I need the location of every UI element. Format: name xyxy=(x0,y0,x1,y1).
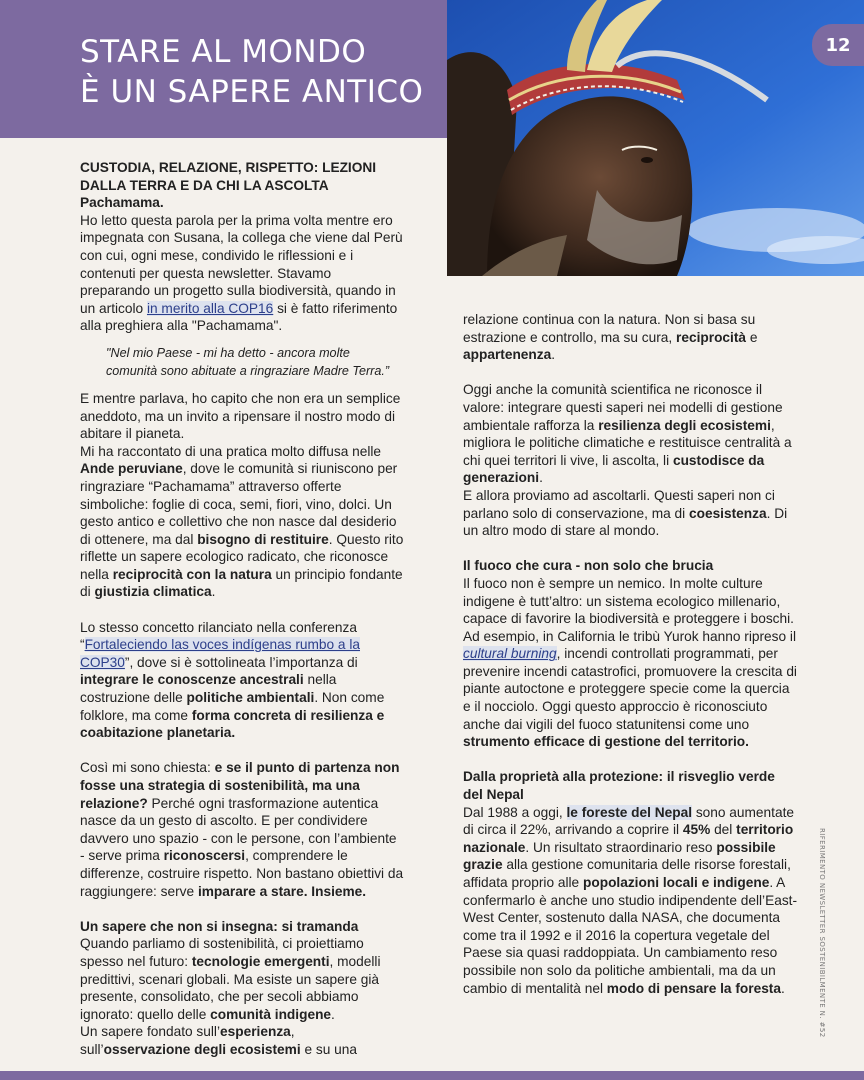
quote: "Nel mio Paese - mi ha detto - ancora molte comunità sono abituate a ringraziare Madre Terra.” xyxy=(106,345,390,378)
section-heading: Dalla proprietà alla protezione: il risveglio verde del Nepal xyxy=(463,769,775,803)
section-heading: Un sapere che non si insegna: si tramanda xyxy=(80,918,359,934)
paragraph: E allora proviamo ad ascoltarli. Questi saperi non ci parlano solo di conservazione, ma di coesistenza. Di un altro modo di stare al mondo. xyxy=(463,487,788,539)
cultural-burning-link[interactable]: cultural burning xyxy=(463,646,557,662)
paragraph: Ho letto questa parola per la prima volta mentre ero impegnata con Susana, la collega che viene dal Perù con cui, ogni mese, condivido le riflessioni e i contenuti per questa newsletter. Stavamo preparando un progetto sulla biodiversità, quando in un articolo in merito alla COP16 si è fatto riferimento alla preghiera alla "Pachamama". xyxy=(80,212,403,334)
hero-photo xyxy=(447,0,864,276)
page-number-badge: 12 xyxy=(812,24,864,66)
paragraph: Pachamama. xyxy=(80,195,164,211)
footer-bar xyxy=(0,1071,864,1080)
title-panel xyxy=(0,0,447,138)
paragraph: relazione continua con la natura. Non si basa su estrazione e controllo, ma su cura, reciprocità e appartenenza. xyxy=(463,312,758,363)
page-title-line-1: STARE AL MONDO xyxy=(80,34,367,70)
paragraph: Lo stesso concetto rilanciato nella conferenza “Fortaleciendo las voces indígenas rumbo a la COP30”, dove si è sottolineata l’importanza di integrare le conoscenze ancestrali nella costruzione delle politiche ambientali. Non come folklore, ma come forma concreta di resilienza e coabitazione planetaria. xyxy=(80,619,385,741)
paragraph: Dal 1988 a oggi, le foreste del Nepal sono aumentate di circa il 22%, arrivando a coprire il 45% del territorio nazionale. Un risultato straordinario reso possibile grazie alla gestione comunitaria delle risorse forestali, affidata proprio alle popolazioni locali e indigene. A confermarlo è anche uno studio indipendente dell’East-West Center, sostenuto dalla NASA, che documenta come tra il 1992 e il 2016 la copertura vegetale del Paese sia quasi raddoppiata. Un cambiamento reso possibile non solo da politiche ambientali, ma da un cambio di mentalità nel modo di pensare la foresta. xyxy=(463,804,798,996)
paragraph: Quando parliamo di sostenibilità, ci proiettiamo spesso nel futuro: tecnologie emergenti, modelli predittivi, scenari globali. Ma esiste un sapere già presente, consolidato, che per secoli abbiamo ignorato: quello delle comunità indigene. xyxy=(80,936,381,1022)
paragraph: Oggi anche la comunità scientifica ne riconosce il valore: integrare questi saperi nei modelli di gestione ambientale rafforza la resilienza degli ecosistemi, migliora le politiche climatiche e restituisce centralità a chi quei territori li vive, li ascolta, li custodisce da generazioni. xyxy=(463,382,792,486)
article-column-left xyxy=(80,159,404,1059)
indigenous-elder-portrait xyxy=(447,0,864,276)
article-column-right xyxy=(463,311,798,997)
newsletter-reference: RIFERIMENTO NEWSLETTER SOSTENIBILMENTE N. #52 xyxy=(818,828,826,1038)
paragraph: Così mi sono chiesta: e se il punto di partenza non fosse una strategia di sostenibilità, ma una relazione? Perché ogni trasformazione autentica nasce da un gesto di ascolto. E per condividere davvero uno spazio - con le persone, con l’ambiente - serve prima riconoscersi, comprendere le differenze, costruire rispetto. Non bastano obiettivi da raggiungere: serve imparare a stare. Insieme. xyxy=(80,760,404,899)
page-title-line-2: È UN SAPERE ANTICO xyxy=(80,74,424,110)
section-heading: Il fuoco che cura - non solo che brucia xyxy=(463,558,714,574)
cop30-conference-link[interactable]: Fortaleciendo las voces indígenas rumbo a la COP30 xyxy=(80,637,360,670)
paragraph: E mentre parlava, ho capito che non era un semplice aneddoto, ma un invito a ripensare il nostro modo di abitare il pianeta. xyxy=(80,390,401,442)
paragraph: Mi ha raccontato di una pratica molto diffusa nelle Ande peruviane, dove le comunità si riuniscono per ringraziare “Pachamama” attraverso offerte simboliche: foglie di coca, semi, fiori, vino, dolci. Un gesto antico e collettivo che non nasce dal desiderio di ottenere, ma dal bisogno di restituire. Questo rito riflette un sapere ecologico radicato, che riconosce nella reciprocità con la natura un principio fondante di giustizia climatica. xyxy=(80,443,404,600)
article-heading: CUSTODIA, RELAZIONE, RISPETTO: LEZIONI DALLA TERRA E DA CHI LA ASCOLTA xyxy=(80,160,377,193)
paragraph: Il fuoco non è sempre un nemico. In molte culture indigene è tutt’altro: un sistema ecologico millenario, capace di favorire la biodiversità e proteggere i boschi. Ad esempio, in California le tribù Yurok hanno ripreso il cultural burning, incendi controllati programmati, per prevenire incendi catastrofici, promuovere la crescita di piante autoctone e proteggere specie come la quercia e il nocciolo. Oggi questo approccio è riconosciuto anche dai vigili del fuoco statunitensi come uno strumento efficace di gestione del territorio. xyxy=(463,575,797,750)
nepal-forests-link[interactable]: le foreste del Nepal xyxy=(566,804,693,820)
cop16-link[interactable]: in merito alla COP16 xyxy=(146,300,274,316)
paragraph: Un sapere fondato sull’esperienza, sull’osservazione degli ecosistemi e su una xyxy=(80,1024,357,1057)
